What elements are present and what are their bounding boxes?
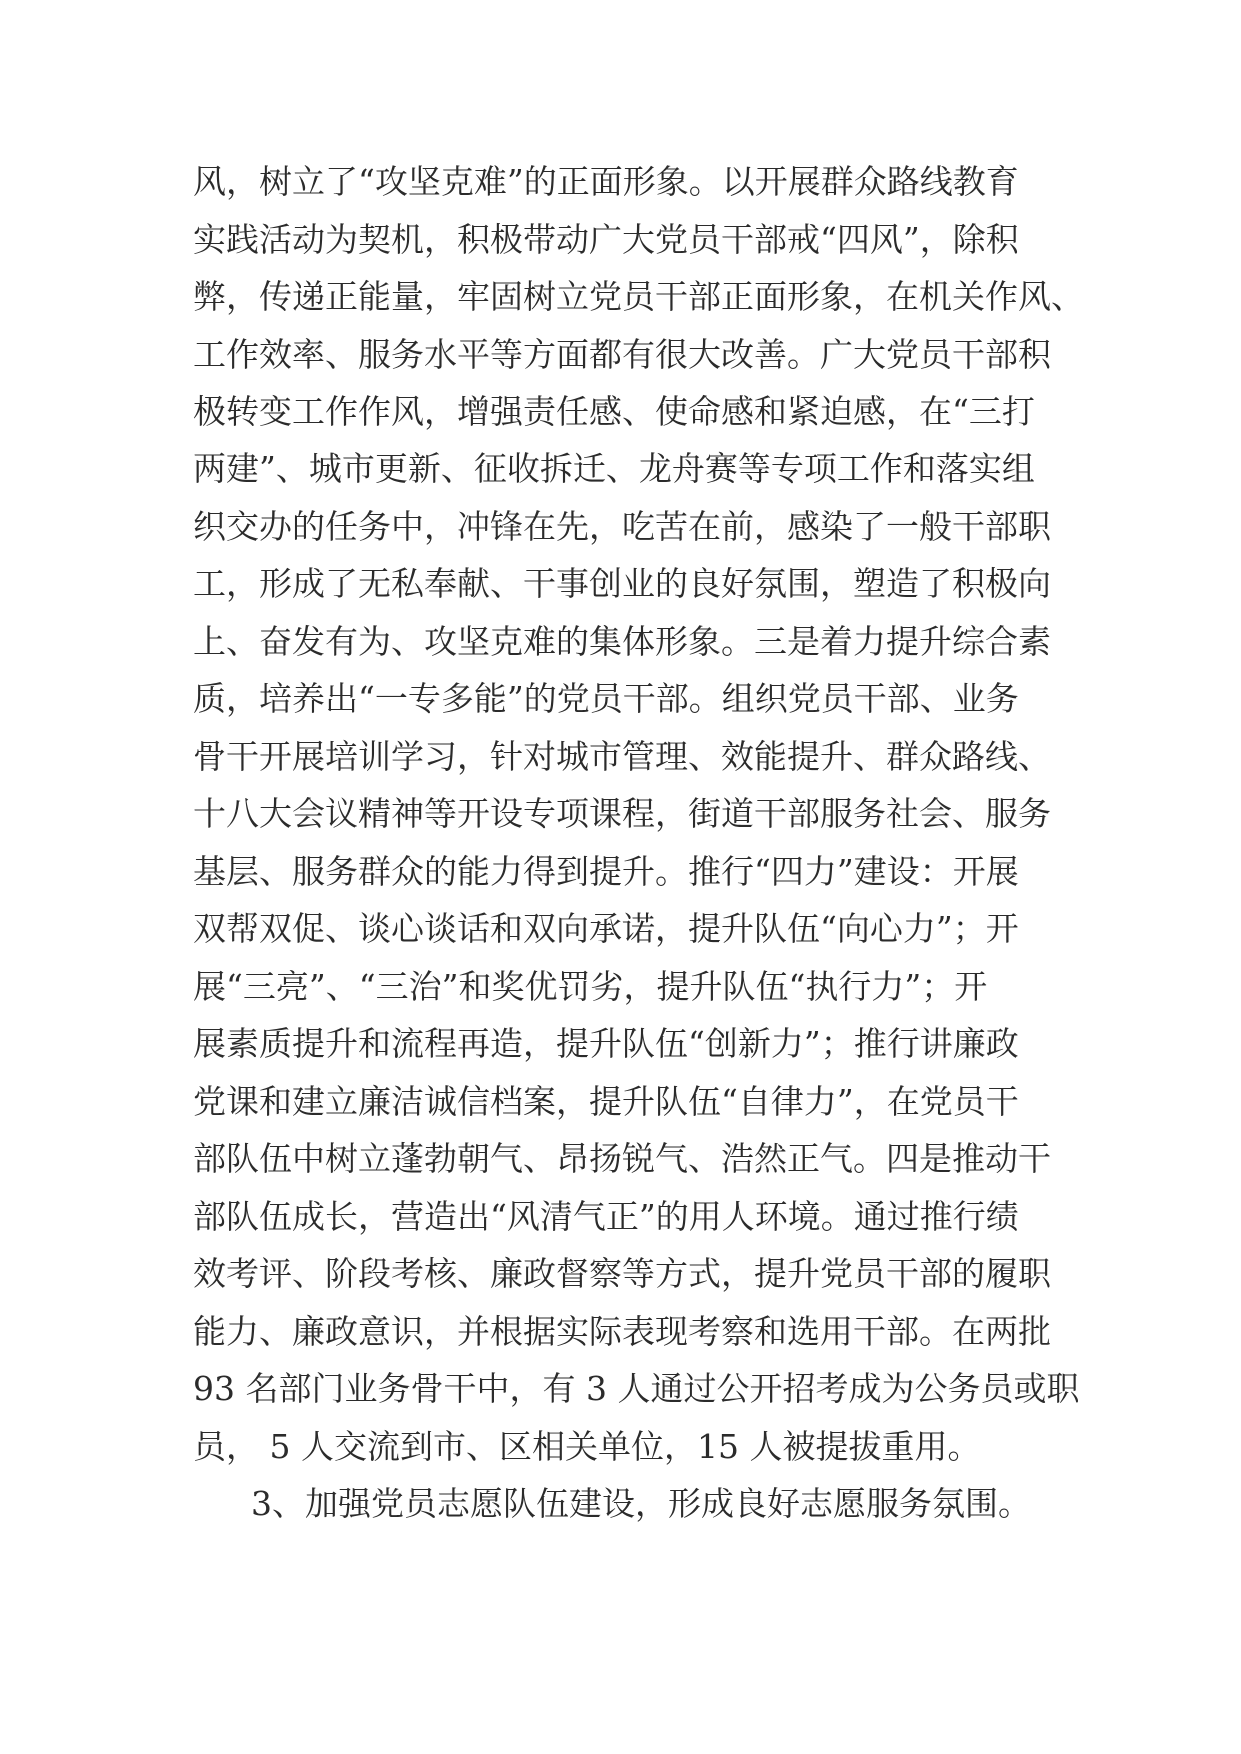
text-line: 实践活动为契机，积极带动广大党员干部戒“四风”，除积	[193, 220, 1019, 259]
text-line: 织交办的任务中，冲锋在先，吃苦在前，感染了一般干部职	[193, 507, 1051, 546]
text-line: 基层、服务群众的能力得到提升。推行“四力”建设：开展	[193, 852, 1019, 891]
text-line: 骨干开展培训学习，针对城市管理、效能提升、群众路线、	[193, 737, 1051, 776]
text-line: 弊，传递正能量，牢固树立党员干部正面形象，在机关作风、	[193, 277, 1084, 316]
text-line: 两建”、城市更新、征收拆迁、龙舟赛等专项工作和落实组	[193, 449, 1035, 488]
text-line: 风，树立了“攻坚克难”的正面形象。以开展群众路线教育	[193, 162, 1019, 201]
text-line: 极转变工作作风，增强责任感、使命感和紧迫感，在“三打	[193, 392, 1035, 431]
section-heading: 3、加强党员志愿队伍建设，形成良好志愿服务氛围。	[251, 1484, 1031, 1523]
text-line: 93 名部门业务骨干中，有 3 人通过公开招考成为公务员或职	[193, 1369, 1080, 1408]
text-line: 展素质提升和流程再造，提升队伍“创新力”；推行讲廉政	[193, 1024, 1019, 1063]
text-line: 部队伍成长，营造出“风清气正”的用人环境。通过推行绩	[193, 1197, 1019, 1236]
text-line: 部队伍中树立蓬勃朝气、昂扬锐气、浩然正气。四是推动干	[193, 1139, 1051, 1178]
text-line: 员， 5 人交流到市、区相关单位，15 人被提拔重用。	[193, 1427, 981, 1466]
text-line: 上、奋发有为、攻坚克难的集体形象。三是着力提升综合素	[193, 622, 1051, 661]
text-line: 能力、廉政意识，并根据实际表现考察和选用干部。在两批	[193, 1312, 1051, 1351]
text-line: 十八大会议精神等开设专项课程，街道干部服务社会、服务	[193, 794, 1051, 833]
text-line: 工作效率、服务水平等方面都有很大改善。广大党员干部积	[193, 335, 1051, 374]
text-line: 质，培养出“一专多能”的党员干部。组织党员干部、业务	[193, 679, 1019, 718]
text-line: 展“三亮”、“三治”和奖优罚劣，提升队伍“执行力”；开	[193, 967, 988, 1006]
text-line: 工，形成了无私奉献、干事创业的良好氛围，塑造了积极向	[193, 564, 1051, 603]
text-line: 效考评、阶段考核、廉政督察等方式，提升党员干部的履职	[193, 1254, 1051, 1293]
text-line: 党课和建立廉洁诚信档案，提升队伍“自律力”，在党员干	[193, 1082, 1019, 1121]
text-line: 双帮双促、谈心谈话和双向承诺，提升队伍“向心力”；开	[193, 909, 1019, 948]
